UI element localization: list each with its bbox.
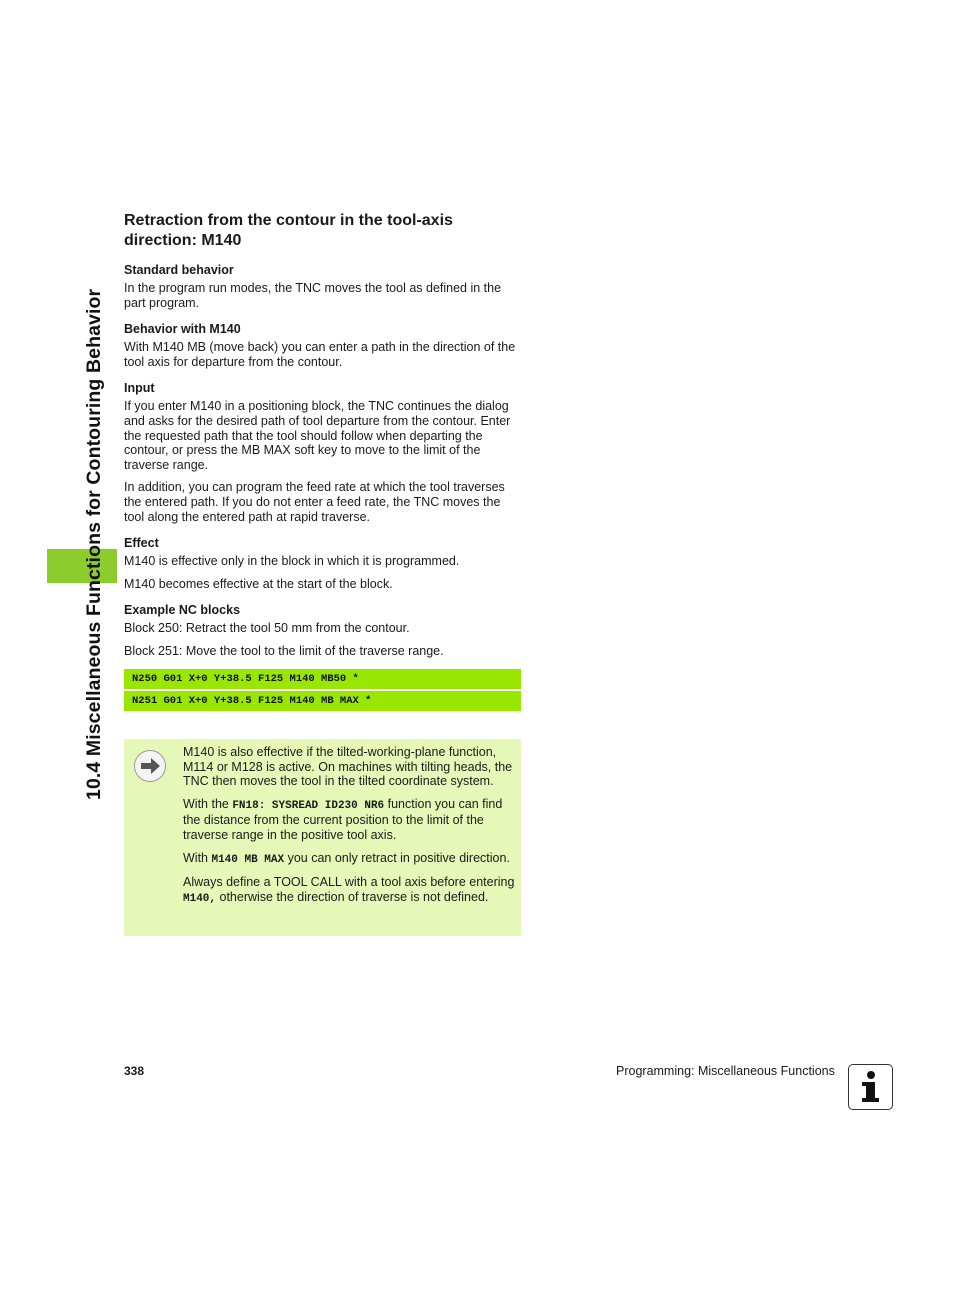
behavior-m140-text: With M140 MB (move back) you can enter a path in the direction of the tool axis for departure from the contour. xyxy=(124,340,516,369)
input-heading: Input xyxy=(124,381,155,396)
effect-heading: Effect xyxy=(124,536,159,551)
chapter-side-title: 10.4 Miscellaneous Functions for Contouring Behavior xyxy=(83,288,105,800)
note-code-span: FN18: SYSREAD ID230 NR6 xyxy=(232,799,385,812)
nc-code-line: N251 G01 X+0 Y+38.5 F125 M140 MB MAX * xyxy=(124,691,521,711)
section-heading: Retraction from the contour in the tool-axis direction: M140 xyxy=(124,212,453,249)
note-code-span: M140, xyxy=(183,892,217,905)
example-text-2: Block 251: Move the tool to the limit of the traverse range. xyxy=(124,643,444,658)
input-text-1: If you enter M140 in a positioning block, the TNC continues the dialog and asks for the desired path of tool departure from the contour. Enter the requested path that the tool should follow when departing the contour, or press the MB MAX soft key to move to the limit of the traverse range. xyxy=(124,399,511,472)
nc-code-line: N250 G01 X+0 Y+38.5 F125 M140 MB50 * xyxy=(124,669,521,689)
effect-text-1: M140 is effective only in the block in which it is programmed. xyxy=(124,554,460,569)
note-paragraph-2 xyxy=(183,797,516,843)
note-text-span: With xyxy=(183,850,212,865)
note-paragraph-3 xyxy=(183,851,516,868)
note-text-span: Always define a TOOL CALL with a tool axis before entering xyxy=(183,875,515,890)
input-text-2: In addition, you can program the feed rate at which the tool traverses the entered path. If you do not enter a feed rate, the TNC moves the tool along the entered path at rapid traverse. xyxy=(124,480,505,524)
note-text-span: With the xyxy=(183,796,233,811)
note-text xyxy=(183,745,516,906)
example-heading: Example NC blocks xyxy=(124,603,241,618)
example-text-1: Block 250: Retract the tool 50 mm from the contour. xyxy=(124,621,410,636)
page-number: 338 xyxy=(124,1064,145,1078)
behavior-m140-heading: Behavior with M140 xyxy=(124,322,241,337)
note-box xyxy=(124,739,521,936)
main-content xyxy=(124,211,524,713)
nc-code-block xyxy=(124,669,521,711)
effect-text-2: M140 becomes effective at the start of the block. xyxy=(124,576,393,591)
note-text-span: function you can find the distance from the current position to the limit of the traverse range in the positive tool axis. xyxy=(183,796,503,842)
note-paragraph-1: M140 is also effective if the tilted-working-plane function, M114 or M128 is active. On machines with tilting heads, the TNC then moves the tool in the tilted coordinate system. xyxy=(183,745,513,789)
note-text-span: you can only retract in positive direction. xyxy=(284,850,510,865)
note-code-span: M140 MB MAX xyxy=(211,853,285,866)
standard-behavior-heading: Standard behavior xyxy=(124,263,234,277)
arrow-right-icon xyxy=(134,750,166,782)
note-text-span: otherwise the direction of traverse is not defined. xyxy=(216,889,489,904)
info-icon xyxy=(848,1064,893,1110)
standard-behavior-text: In the program run modes, the TNC moves the tool as defined in the part program. xyxy=(124,281,502,310)
footer-chapter-title: Programming: Miscellaneous Functions xyxy=(616,1064,835,1078)
note-paragraph-4 xyxy=(183,875,516,906)
